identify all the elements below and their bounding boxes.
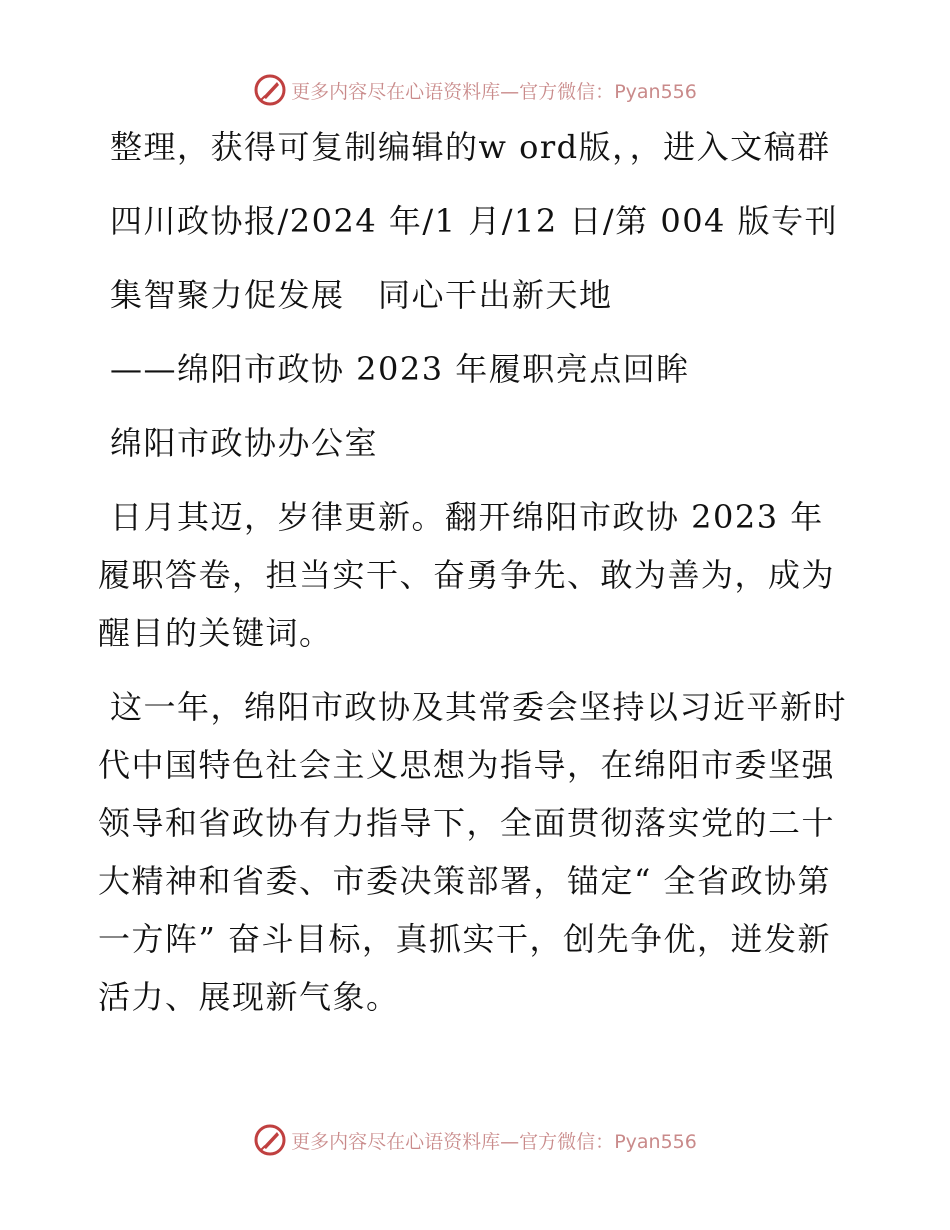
banner-text (291, 77, 697, 104)
banner-wechat-label: 官方微信： (519, 80, 615, 103)
article-title: 集智聚力促发展 同心干出新天地 (110, 276, 613, 314)
source-line: 四川政协报/2024 年/1 月/12 日/第 004 版专刊 (110, 202, 839, 240)
intro-paragraph: 整理，获得可复制编辑的w ord版，，进入文稿群 (110, 128, 831, 166)
quill-seal-logo-icon (253, 1123, 287, 1157)
banner-dash: — (500, 80, 520, 103)
header-watermark-banner (0, 70, 950, 110)
banner-wechat-id: Pyan556 (614, 80, 697, 103)
banner-text (291, 1127, 697, 1154)
banner-dash: — (500, 1130, 520, 1153)
article-author: 绵阳市政协办公室 (110, 424, 379, 462)
body-paragraph-1: 日月其迈，岁律更新。翻开绵阳市政协 2023 年履职答卷，担当实干、奋勇争先、敢为善为，成为醒目的关键词。 (98, 498, 836, 652)
body-paragraph-2: 这一年，绵阳市政协及其常委会坚持以习近平新时代中国特色社会主义思想为指导，在绵阳市委坚强领导和省政协有力指导下，全面贯彻落实党的二十大精神和省委、市委决策部署，锚定“ 全省政协第一方阵” 奋斗目标，真抓实干，创先争优，迸发新活力、展现新气象。 (98, 688, 848, 1016)
banner-site-text: 更多内容尽在心语资料库 (291, 1130, 501, 1153)
banner-wechat-label: 官方微信： (519, 1130, 615, 1153)
banner-site-text: 更多内容尽在心语资料库 (291, 80, 501, 103)
article-subtitle: ——绵阳市政协 2023 年履职亮点回眸 (110, 350, 690, 388)
document-body (98, 118, 850, 1026)
banner-wechat-id: Pyan556 (614, 1130, 697, 1153)
footer-watermark-banner (0, 1120, 950, 1160)
quill-seal-logo-icon (253, 73, 287, 107)
